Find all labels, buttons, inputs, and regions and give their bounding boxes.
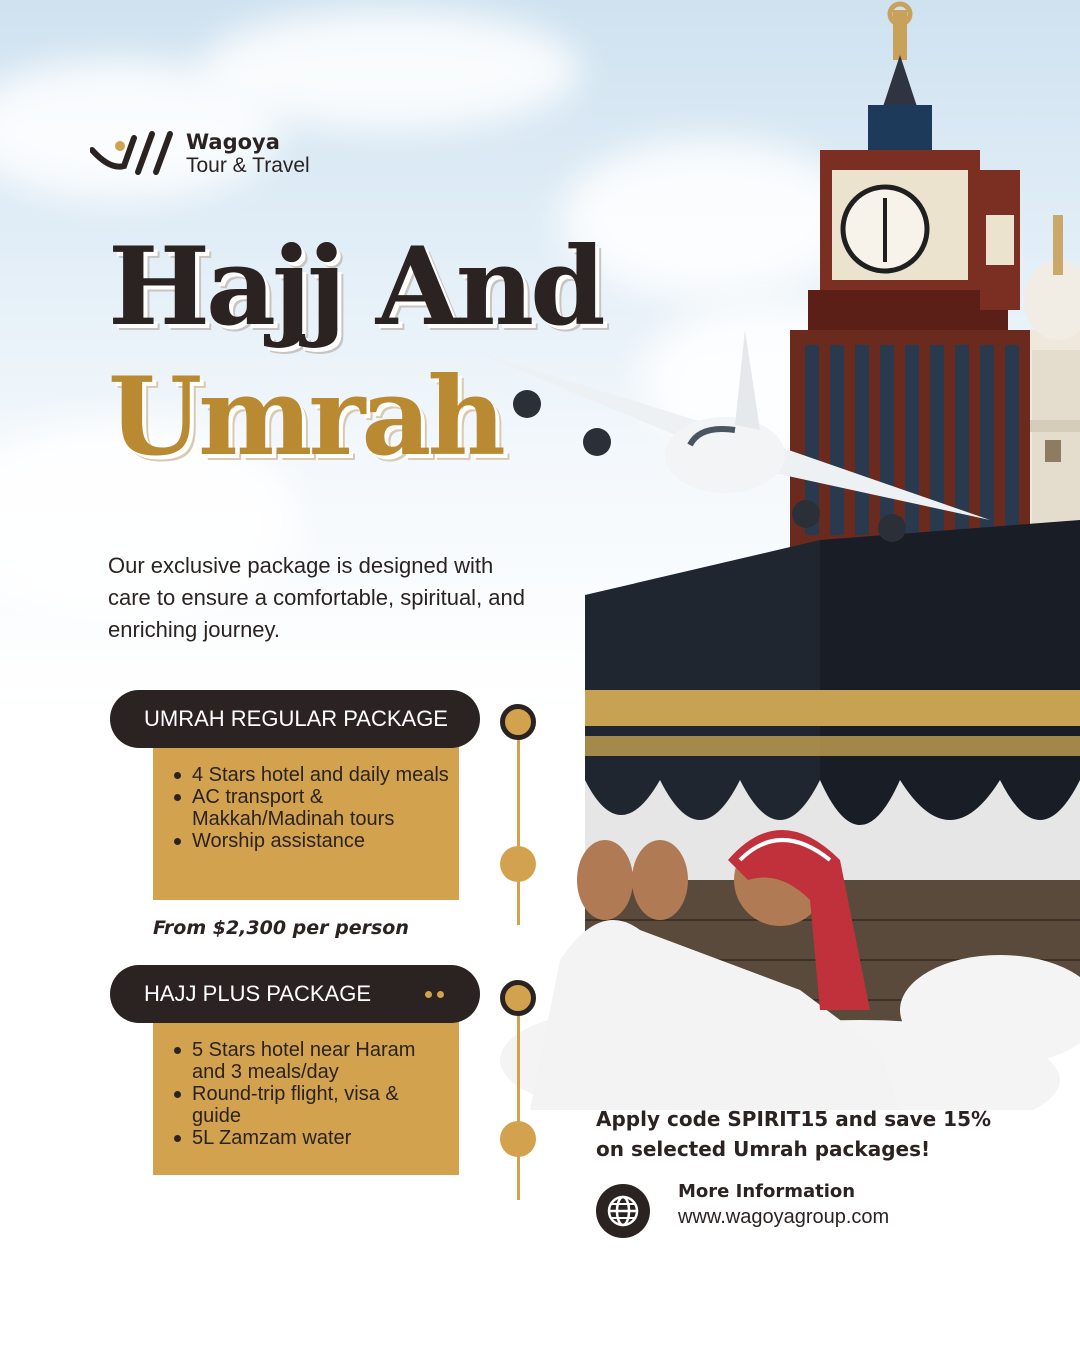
list-item: 5L Zamzam water [170,1127,450,1149]
timeline-dot [500,846,536,882]
list-item: Worship assistance [170,830,450,852]
list-item: 4 Stars hotel and daily meals [170,764,450,786]
package-1-features [170,764,450,852]
hero-illustration [470,0,1080,1110]
brand-name: Wagoya [186,130,280,154]
list-item: 5 Stars hotel near Haram and 3 meals/day [170,1039,450,1083]
package-2-features [170,1039,450,1149]
headline-line-2: Umrah [108,354,502,480]
promo-text: Apply code SPIRIT15 and save 15% on selected Umrah packages! [596,1107,992,1161]
package-1-title[interactable]: UMRAH REGULAR PACKAGE [110,690,480,748]
brand-logo[interactable] [90,128,310,180]
timeline-dot [500,980,536,1016]
package-2-title[interactable]: HAJJ PLUS PACKAGE [110,965,480,1023]
globe-icon[interactable] [596,1184,650,1238]
brand-tagline: Tour & Travel [186,154,310,177]
wagoya-logo-icon [90,128,174,180]
list-item: AC transport & Makkah/Madinah tours [170,786,450,830]
list-item: Round-trip flight, visa & guide [170,1083,450,1127]
contact-title: More Information [678,1181,856,1202]
minaret-illustration [1024,215,1080,570]
headline [108,222,602,482]
timeline-dot [500,704,536,740]
timeline-line [517,1015,520,1200]
package-1-price: From $2,300 per person [153,917,409,939]
website-link[interactable]: www.wagoyagroup.com [678,1206,890,1228]
headline-line-1: Hajj And [108,224,602,350]
globe-glyph [606,1194,640,1228]
more-dots-icon [425,991,444,998]
intro-text: Our exclusive package is designed with care to ensure a comfortable, spiritual, and enriching journey. [108,553,526,642]
timeline-line [517,737,520,925]
timeline-dot [500,1121,536,1157]
